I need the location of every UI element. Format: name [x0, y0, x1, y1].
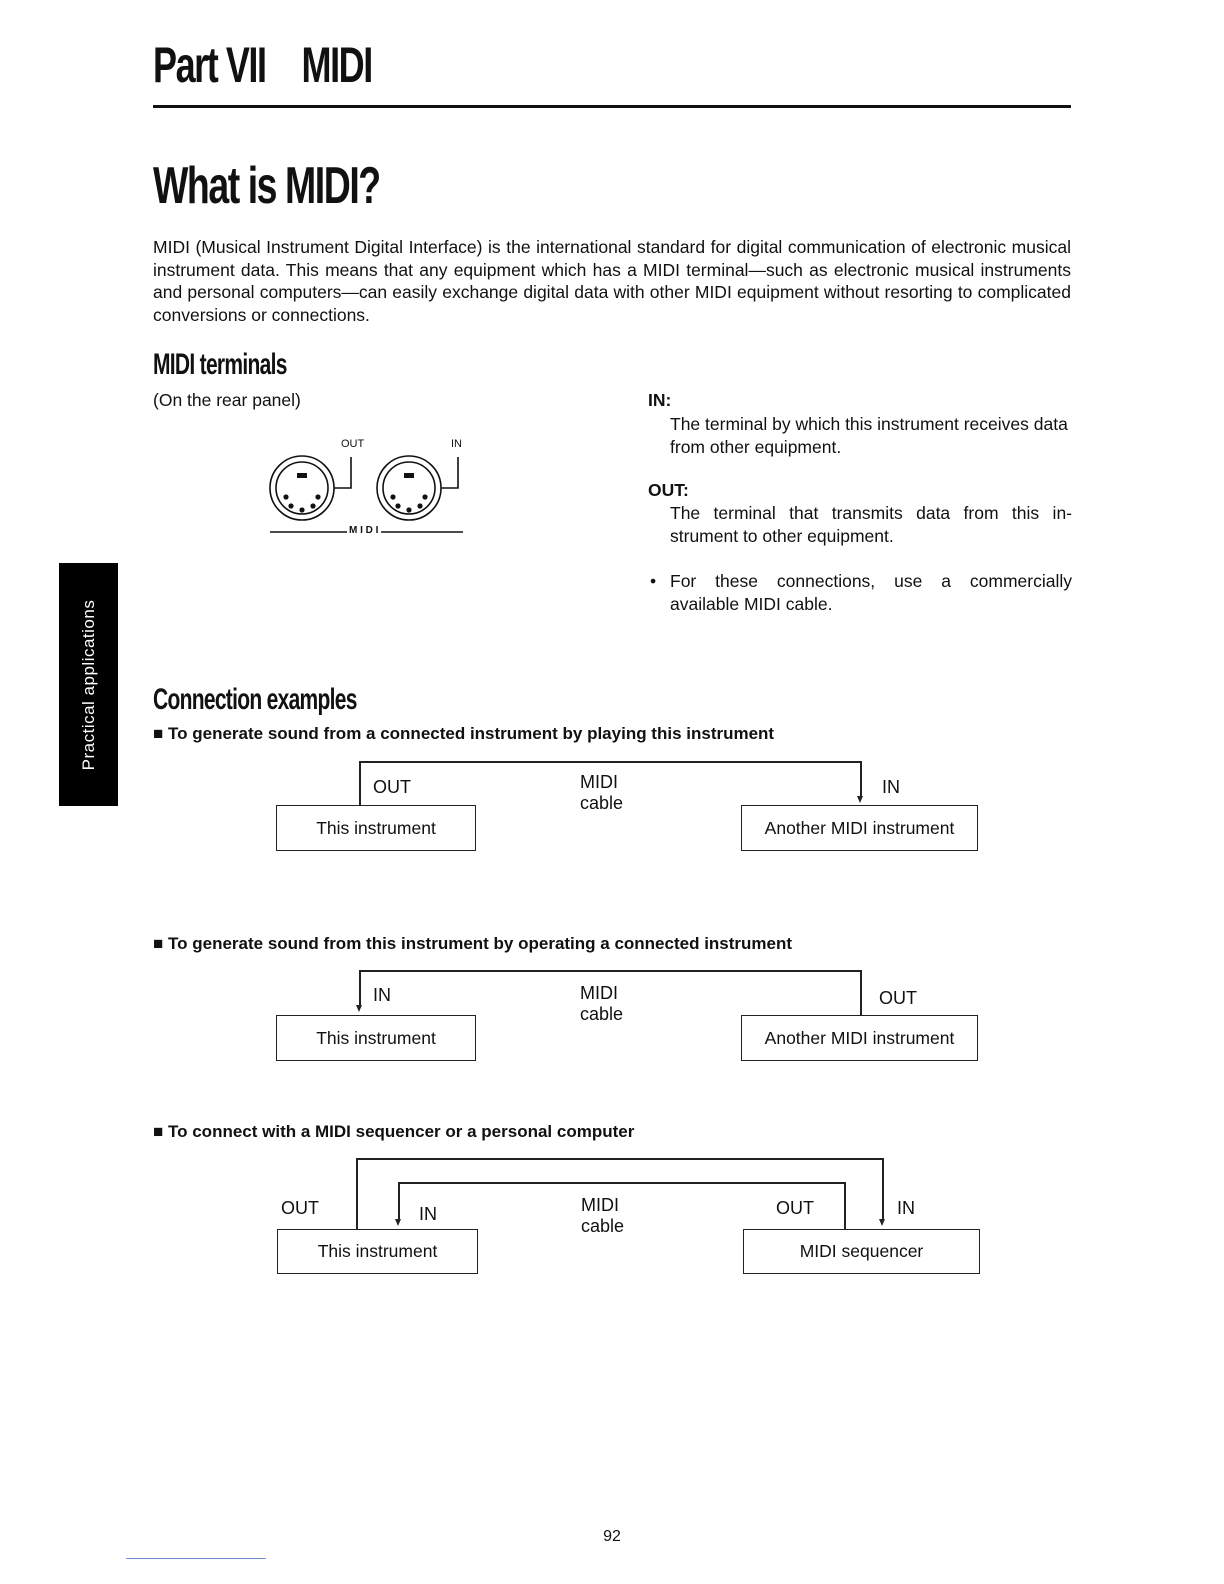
midi-terminals-figure: [255, 435, 475, 550]
connection-heading: Connection examples: [153, 683, 357, 716]
side-tab-label: Practical applications: [78, 599, 98, 770]
cable-note: For these connections, use a commercially available MIDI cable.: [670, 571, 1072, 614]
another-instrument-box: Another MIDI instrument: [741, 1015, 978, 1061]
page-number: 92: [603, 1528, 621, 1545]
figure-in-label: IN: [451, 438, 462, 450]
midi-sequencer-box: MIDI sequencer: [743, 1229, 980, 1274]
rear-panel-note: (On the rear panel): [153, 390, 301, 410]
out-label: OUT:: [648, 480, 689, 500]
out-port-label: OUT: [373, 777, 411, 797]
in-description: The terminal by which this instrument receives data from other equipment.: [670, 414, 1068, 457]
header-rule: [153, 105, 1071, 108]
page-title: What is MIDI?: [153, 157, 380, 215]
left-out-label: OUT: [281, 1198, 319, 1218]
right-in-label: IN: [897, 1198, 915, 1218]
this-instrument-box: This instrument: [276, 1015, 476, 1061]
example-2-title: ■ To generate sound from this instrument by operating a connected instrument: [153, 934, 793, 953]
part-number: Part VII: [153, 37, 266, 93]
example-1-title: ■ To generate sound from a connected instrument by playing this instrument: [153, 724, 775, 743]
part-heading: [153, 37, 372, 93]
left-in-label: IN: [419, 1204, 437, 1224]
square-bullet-icon: ■: [153, 1122, 168, 1141]
out-description: The terminal that transmits data from this in-strument to other equipment.: [670, 503, 1072, 546]
cable-label: MIDI cable: [580, 772, 624, 813]
footer-rule: [126, 1558, 266, 1559]
terminals-heading: MIDI terminals: [153, 348, 287, 381]
square-bullet-icon: ■: [153, 724, 168, 743]
bullet-dot: •: [650, 571, 657, 591]
out-port-label: OUT: [879, 988, 917, 1008]
side-tab: [59, 563, 118, 806]
intro-paragraph: MIDI (Musical Instrument Digital Interface) is the international standard for digital communication of electronic musical instrument data. This means that any equipment which has a MIDI terminal—such as electronic musical instruments and personal computers—can easily exchange digital data with other MIDI equipment without resorting to complicated conversions or connections.: [153, 237, 1071, 325]
figure-midi-label: M I D I: [349, 525, 379, 536]
in-port-label: IN: [882, 777, 900, 797]
example-3-title: ■ To connect with a MIDI sequencer or a personal computer: [153, 1122, 635, 1141]
in-port-label: IN: [373, 985, 391, 1005]
in-label: IN:: [648, 390, 672, 410]
right-out-label: OUT: [776, 1198, 814, 1218]
cable-label: MIDI cable: [580, 983, 624, 1024]
another-instrument-box: Another MIDI instrument: [741, 805, 978, 851]
this-instrument-box: This instrument: [276, 805, 476, 851]
figure-out-label: OUT: [341, 438, 365, 450]
cable-label: MIDI cable: [581, 1195, 625, 1236]
part-title: MIDI: [301, 37, 372, 93]
square-bullet-icon: ■: [153, 934, 168, 953]
this-instrument-box: This instrument: [277, 1229, 478, 1274]
